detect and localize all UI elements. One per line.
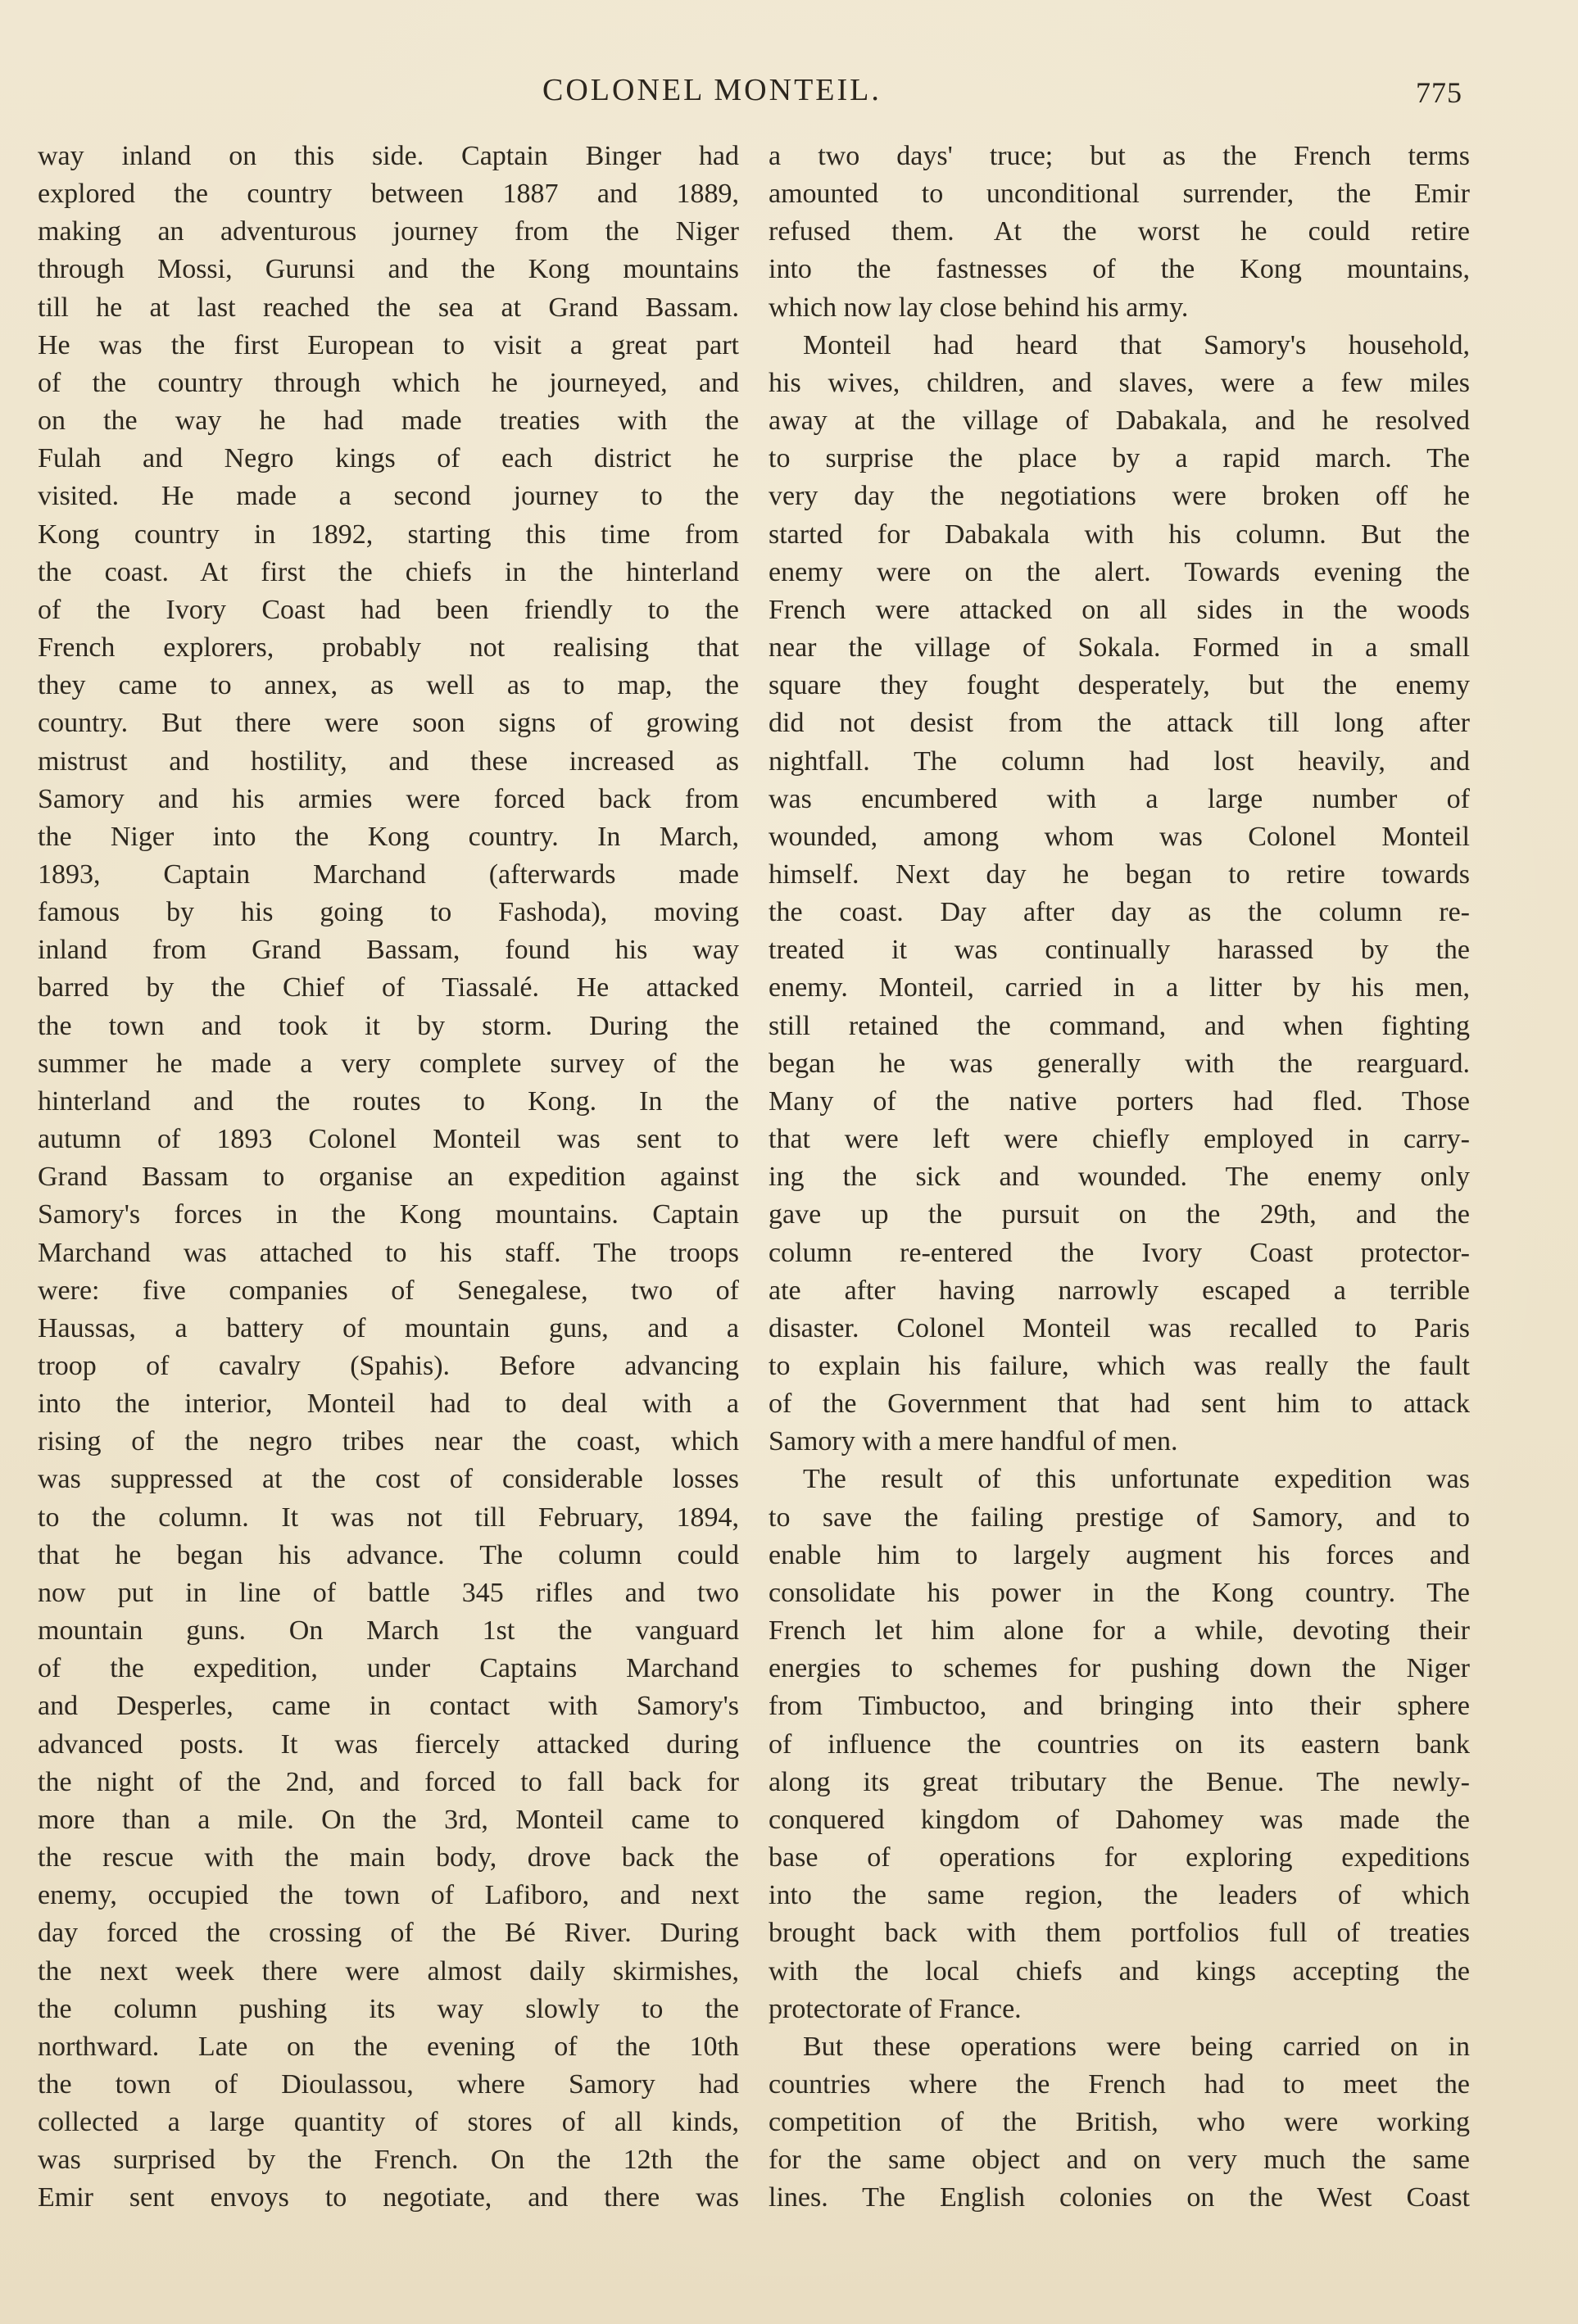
text-line: the next week there were almost daily skirmishes, <box>38 1955 739 1986</box>
text-line: famous by his going to Fashoda), moving <box>38 897 739 928</box>
text-line: into the interior, Monteil had to deal with a <box>38 1389 739 1420</box>
text-line: which now lay close behind his army. <box>769 292 1189 323</box>
text-line: enemy. Monteil, carried in a litter by his men, <box>769 972 1470 1003</box>
text-line: still retained the command, and when fighting <box>769 1010 1470 1041</box>
text-line: mountain guns. On March 1st the vanguard <box>38 1615 739 1647</box>
text-line: of the Ivory Coast had been friendly to the <box>38 594 739 625</box>
text-line: the rescue with the main body, drove back the <box>38 1842 739 1873</box>
text-line: rising of the negro tribes near the coast, which <box>38 1426 739 1457</box>
text-line: protectorate of France. <box>769 1993 1022 2024</box>
text-line: away at the village of Dabakala, and he resolved <box>769 405 1470 437</box>
text-line: Samory and his armies were forced back from <box>38 783 739 814</box>
text-line: of influence the countries on its eastern bank <box>769 1728 1470 1760</box>
text-line: they came to annex, as well as to map, the <box>38 670 739 701</box>
text-line: collected a large quantity of stores of all kinds, <box>38 2107 739 2138</box>
text-line: enemy were on the alert. Towards evening the <box>769 556 1470 587</box>
text-line: near the village of Sokala. Formed in a small <box>769 632 1470 664</box>
text-line: competition of the British, who were working <box>769 2107 1470 2138</box>
text-line: explored the country between 1887 and 1889, <box>38 179 739 210</box>
text-line: his wives, children, and slaves, were a few miles <box>769 367 1470 398</box>
text-line: day forced the crossing of the Bé River. During <box>38 1918 739 1949</box>
text-line: conquered kingdom of Dahomey was made the <box>769 1804 1470 1835</box>
text-line: was surprised by the French. On the 12th the <box>38 2145 739 2176</box>
text-line: the column pushing its way slowly to the <box>38 1993 739 2024</box>
text-line: the night of the 2nd, and forced to fall back for <box>38 1766 739 1797</box>
text-line: But these operations were being carried on in <box>803 2031 1470 2062</box>
running-head: COLONEL MONTEIL. <box>542 73 882 107</box>
text-line: Samory's forces in the Kong mountains. Captain <box>38 1199 739 1230</box>
text-line: base of operations for exploring expeditions <box>769 1842 1470 1873</box>
text-line: The result of this unfortunate expedition was <box>803 1464 1470 1495</box>
text-line: till he at last reached the sea at Grand Bassam. <box>38 292 739 323</box>
text-line: for the same object and on very much the same <box>769 2145 1470 2176</box>
text-line: now put in line of battle 345 rifles and two <box>38 1577 739 1608</box>
text-line: into the same region, the leaders of which <box>769 1880 1470 1911</box>
text-line: were: five companies of Senegalese, two of <box>38 1275 739 1306</box>
text-line: Monteil had heard that Samory's household, <box>803 329 1470 360</box>
text-line: from Timbuctoo, and bringing into their sphere <box>769 1691 1470 1722</box>
text-line: He was the first European to visit a great part <box>38 329 739 360</box>
text-line: started for Dabakala with his column. But the <box>769 519 1470 550</box>
text-line: did not desist from the attack till long after <box>769 708 1470 739</box>
text-line: that he began his advance. The column could <box>38 1539 739 1570</box>
text-line: French explorers, probably not realising that <box>38 632 739 664</box>
text-line: refused them. At the worst he could retire <box>769 216 1470 247</box>
text-line: visited. He made a second journey to the <box>38 481 739 512</box>
text-line: energies to schemes for pushing down the Niger <box>769 1653 1470 1684</box>
text-line: ing the sick and wounded. The enemy only <box>769 1162 1470 1193</box>
text-line: with the local chiefs and kings accepting the <box>769 1955 1470 1986</box>
text-line: a two days' truce; but as the French terms <box>769 141 1470 171</box>
text-line: along its great tributary the Benue. The newly- <box>769 1766 1470 1797</box>
text-line: Grand Bassam to organise an expedition against <box>38 1162 739 1193</box>
text-line: to the column. It was not till February, 1894, <box>38 1502 739 1533</box>
text-line: mistrust and hostility, and these increased as <box>38 745 739 777</box>
text-line: Emir sent envoys to negotiate, and there was <box>38 2182 739 2213</box>
text-line: French were attacked on all sides in the woods <box>769 594 1470 625</box>
text-line: the coast. At first the chiefs in the hinterland <box>38 556 739 587</box>
text-line: Many of the native porters had fled. Those <box>769 1085 1470 1117</box>
text-line: disaster. Colonel Monteil was recalled to Paris <box>769 1312 1470 1343</box>
text-line: inland from Grand Bassam, found his way <box>38 935 739 966</box>
text-line: ate after having narrowly escaped a terrible <box>769 1275 1470 1306</box>
text-line: autumn of 1893 Colonel Monteil was sent to <box>38 1124 739 1155</box>
text-line: nightfall. The column had lost heavily, and <box>769 745 1470 777</box>
text-line: northward. Late on the evening of the 10th <box>38 2031 739 2062</box>
text-line: summer he made a very complete survey of the <box>38 1048 739 1079</box>
left-text-column <box>38 138 739 2218</box>
text-line: Kong country in 1892, starting this time from <box>38 519 739 550</box>
right-text-column <box>769 138 1470 2218</box>
text-line: himself. Next day he began to retire towards <box>769 858 1470 890</box>
text-line: of the expedition, under Captains Marchand <box>38 1653 739 1684</box>
text-line: way inland on this side. Captain Binger had <box>38 141 739 171</box>
text-line: 1893, Captain Marchand (afterwards made <box>38 858 739 890</box>
text-line: was encumbered with a large number of <box>769 783 1470 814</box>
page-number: 775 <box>1416 76 1462 109</box>
text-line: column re-entered the Ivory Coast protector- <box>769 1237 1470 1268</box>
text-line: wounded, among whom was Colonel Monteil <box>769 821 1470 852</box>
text-line: the coast. Day after day as the column re- <box>769 897 1470 928</box>
text-line: making an adventurous journey from the Niger <box>38 216 739 247</box>
text-line: Samory with a mere handful of men. <box>769 1426 1178 1457</box>
text-line: to save the failing prestige of Samory, and to <box>769 1502 1470 1533</box>
text-line: consolidate his power in the Kong country. The <box>769 1577 1470 1608</box>
text-line: that were left were chiefly employed in carry- <box>769 1124 1470 1155</box>
text-line: to surprise the place by a rapid march. The <box>769 443 1470 474</box>
text-line: barred by the Chief of Tiassalé. He attacked <box>38 972 739 1003</box>
text-line: and Desperles, came in contact with Samory's <box>38 1691 739 1722</box>
text-line: Marchand was attached to his staff. The troops <box>38 1237 739 1268</box>
text-line: of the country through which he journeyed, and <box>38 367 739 398</box>
text-line: countries where the French had to meet the <box>769 2068 1470 2100</box>
text-line: French let him alone for a while, devoting their <box>769 1615 1470 1647</box>
text-line: very day the negotiations were broken off he <box>769 481 1470 512</box>
text-line: to explain his failure, which was really the fault <box>769 1351 1470 1381</box>
text-line: was suppressed at the cost of considerable losses <box>38 1464 739 1495</box>
text-line: the town of Dioulassou, where Samory had <box>38 2068 739 2100</box>
text-line: gave up the pursuit on the 29th, and the <box>769 1199 1470 1230</box>
text-line: more than a mile. On the 3rd, Monteil came to <box>38 1804 739 1835</box>
text-line: hinterland and the routes to Kong. In the <box>38 1085 739 1117</box>
text-line: the town and took it by storm. During the <box>38 1010 739 1041</box>
text-line: the Niger into the Kong country. In March, <box>38 821 739 852</box>
text-line: through Mossi, Gurunsi and the Kong mountains <box>38 254 739 285</box>
text-line: Fulah and Negro kings of each district he <box>38 443 739 474</box>
text-line: brought back with them portfolios full of treaties <box>769 1918 1470 1949</box>
text-line: advanced posts. It was fiercely attacked during <box>38 1728 739 1760</box>
page-header <box>0 72 1578 121</box>
text-line: began he was generally with the rearguard. <box>769 1048 1470 1079</box>
text-line: on the way he had made treaties with the <box>38 405 739 437</box>
text-line: amounted to unconditional surrender, the Emir <box>769 179 1470 210</box>
text-line: into the fastnesses of the Kong mountains, <box>769 254 1470 285</box>
text-line: lines. The English colonies on the West Coast <box>769 2182 1470 2213</box>
text-line: enable him to largely augment his forces and <box>769 1539 1470 1570</box>
text-line: Haussas, a battery of mountain guns, and a <box>38 1312 739 1343</box>
text-line: square they fought desperately, but the enemy <box>769 670 1470 701</box>
text-line: enemy, occupied the town of Lafiboro, and next <box>38 1880 739 1911</box>
text-line: country. But there were soon signs of growing <box>38 708 739 739</box>
text-line: troop of cavalry (Spahis). Before advancing <box>38 1351 739 1381</box>
text-line: of the Government that had sent him to attack <box>769 1389 1470 1420</box>
text-line: treated it was continually harassed by the <box>769 935 1470 966</box>
